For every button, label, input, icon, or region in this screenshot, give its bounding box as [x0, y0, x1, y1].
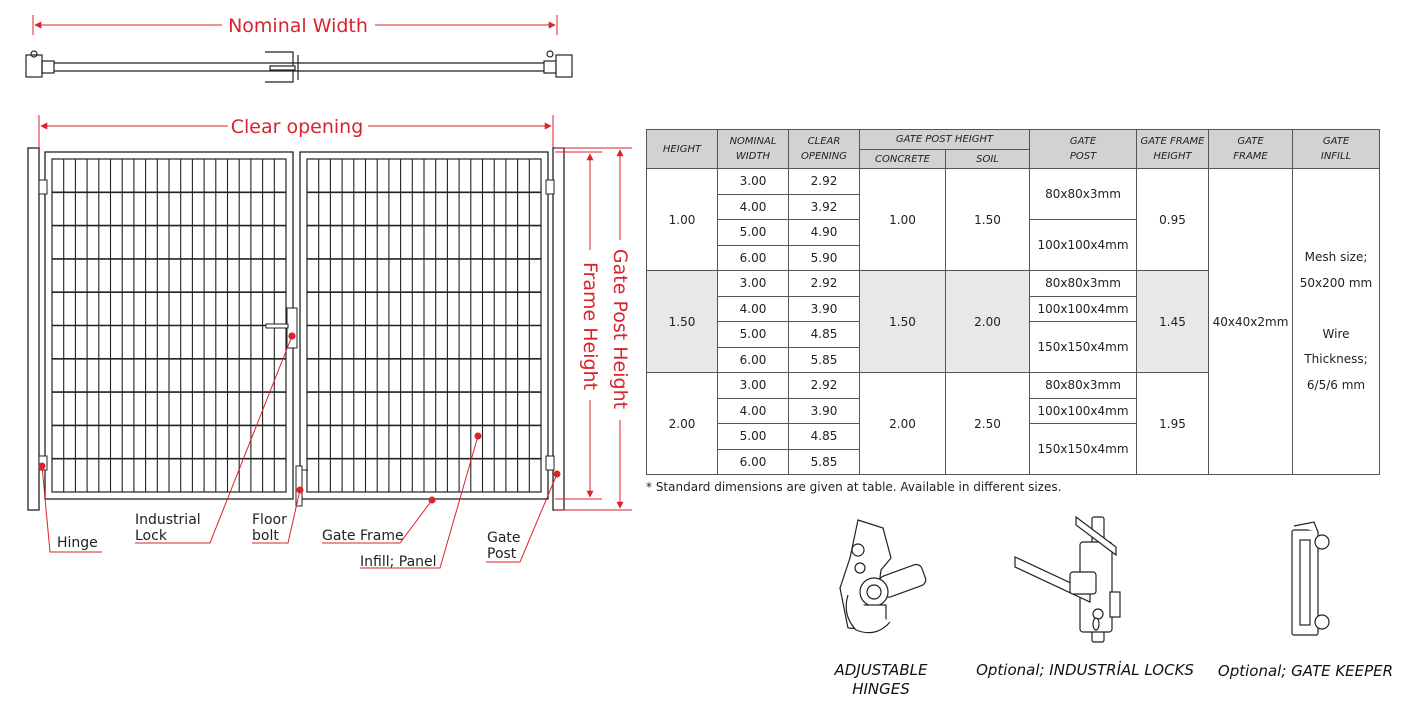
nominal-width-label: Nominal Width — [228, 15, 368, 37]
gate-keeper-illustration — [1280, 520, 1340, 645]
cell-concrete: 1.00 — [860, 169, 946, 271]
header-gate-frame: GATE FRAME — [1209, 130, 1293, 169]
cell-post: 100x100x4mm — [1030, 296, 1137, 322]
infill-panel-label: Infill; Panel — [360, 554, 437, 570]
gate-post-height-label: Gate Post Height — [609, 248, 631, 410]
gate-label: Gate — [487, 530, 521, 546]
cell-soil: 2.50 — [946, 373, 1030, 475]
cell-nominal: 4.00 — [718, 296, 789, 322]
lock-label: Lock — [135, 528, 167, 544]
spec-table — [646, 129, 1380, 475]
cell-post: 80x80x3mm — [1030, 169, 1137, 220]
cell-clear: 3.90 — [789, 296, 860, 322]
header-clear-opening: CLEAR OPENING — [789, 130, 860, 169]
cell-nominal: 4.00 — [718, 194, 789, 220]
cell-height: 1.00 — [647, 169, 718, 271]
hinges-caption: ADJUSTABLE HINGES — [834, 661, 928, 698]
cell-nominal: 3.00 — [718, 373, 789, 399]
cell-clear: 4.85 — [789, 424, 860, 450]
cell-nominal: 6.00 — [718, 347, 789, 373]
cell-nominal: 5.00 — [718, 424, 789, 450]
cell-post: 150x150x4mm — [1030, 424, 1137, 475]
cell-nominal: 3.00 — [718, 169, 789, 195]
cell-post: 100x100x4mm — [1030, 398, 1137, 424]
header-nominal-width: NOMINAL WIDTH — [718, 130, 789, 169]
cell-concrete: 1.50 — [860, 271, 946, 373]
cell-nominal: 6.00 — [718, 449, 789, 475]
cell-clear: 4.90 — [789, 220, 860, 246]
header-gate-frame-height: GATE FRAME HEIGHT — [1137, 130, 1209, 169]
clear-opening-label: Clear opening — [230, 116, 364, 138]
table-note: * Standard dimensions are given at table. Available in different sizes. — [646, 480, 1062, 494]
cell-post: 80x80x3mm — [1030, 271, 1137, 297]
header-gate-post-height: GATE POST HEIGHT — [860, 130, 1030, 150]
cell-height: 2.00 — [647, 373, 718, 475]
keeper-caption: Optional; GATE KEEPER — [1217, 662, 1394, 680]
cell-nominal: 5.00 — [718, 220, 789, 246]
floor-label: Floor — [252, 512, 287, 528]
cell-clear: 4.85 — [789, 322, 860, 348]
industrial-lock-illustration — [1010, 512, 1140, 647]
locks-caption: Optional; INDUSTRİAL LOCKS — [976, 661, 1194, 679]
cell-nominal: 5.00 — [718, 322, 789, 348]
industrial-label: Industrial — [135, 512, 201, 528]
left-infill-mesh — [52, 159, 286, 492]
clear-opening-dimension — [39, 115, 553, 148]
cell-height: 1.50 — [647, 271, 718, 373]
right-infill-mesh — [307, 159, 541, 492]
cell-clear: 2.92 — [789, 271, 860, 297]
post-label: Post — [487, 546, 517, 562]
nominal-width-dimension — [33, 15, 557, 37]
cell-infill: Mesh size; 50x200 mm Wire Thickness; 6/5/6 mm — [1293, 169, 1380, 475]
cell-clear: 2.92 — [789, 169, 860, 195]
cell-clear: 3.90 — [789, 398, 860, 424]
cell-clear: 5.90 — [789, 245, 860, 271]
gate-frame-label: Gate Frame — [322, 528, 404, 544]
header-concrete: CONCRETE — [860, 150, 946, 169]
cell-post: 100x100x4mm — [1030, 220, 1137, 271]
cell-clear: 2.92 — [789, 373, 860, 399]
cell-nominal: 6.00 — [718, 245, 789, 271]
cell-soil: 2.00 — [946, 271, 1030, 373]
cell-frame-height: 1.95 — [1137, 373, 1209, 475]
gate-top-view — [26, 51, 572, 82]
header-gate-post: GATE POST — [1030, 130, 1137, 169]
hinge-illustration — [830, 510, 940, 645]
cell-post: 80x80x3mm — [1030, 373, 1137, 399]
cell-frame-height: 0.95 — [1137, 169, 1209, 271]
frame-height-label: Frame Height — [579, 261, 601, 391]
cell-soil: 1.50 — [946, 169, 1030, 271]
gate-drawing — [0, 0, 640, 712]
cell-concrete: 2.00 — [860, 373, 946, 475]
header-gate-infill: GATE INFILL — [1293, 130, 1380, 169]
right-post — [553, 148, 564, 510]
cell-clear: 5.85 — [789, 347, 860, 373]
cell-clear: 3.92 — [789, 194, 860, 220]
cell-clear: 5.85 — [789, 449, 860, 475]
cell-gate-frame: 40x40x2mm — [1209, 169, 1293, 475]
cell-post: 150x150x4mm — [1030, 322, 1137, 373]
cell-nominal: 3.00 — [718, 271, 789, 297]
header-height: HEIGHT — [647, 130, 718, 169]
cell-nominal: 4.00 — [718, 398, 789, 424]
height-dimensions — [555, 148, 632, 510]
header-soil: SOIL — [946, 150, 1030, 169]
cell-frame-height: 1.45 — [1137, 271, 1209, 373]
hinge-label: Hinge — [57, 535, 98, 551]
left-post — [28, 148, 39, 510]
bolt-label: bolt — [252, 528, 279, 544]
